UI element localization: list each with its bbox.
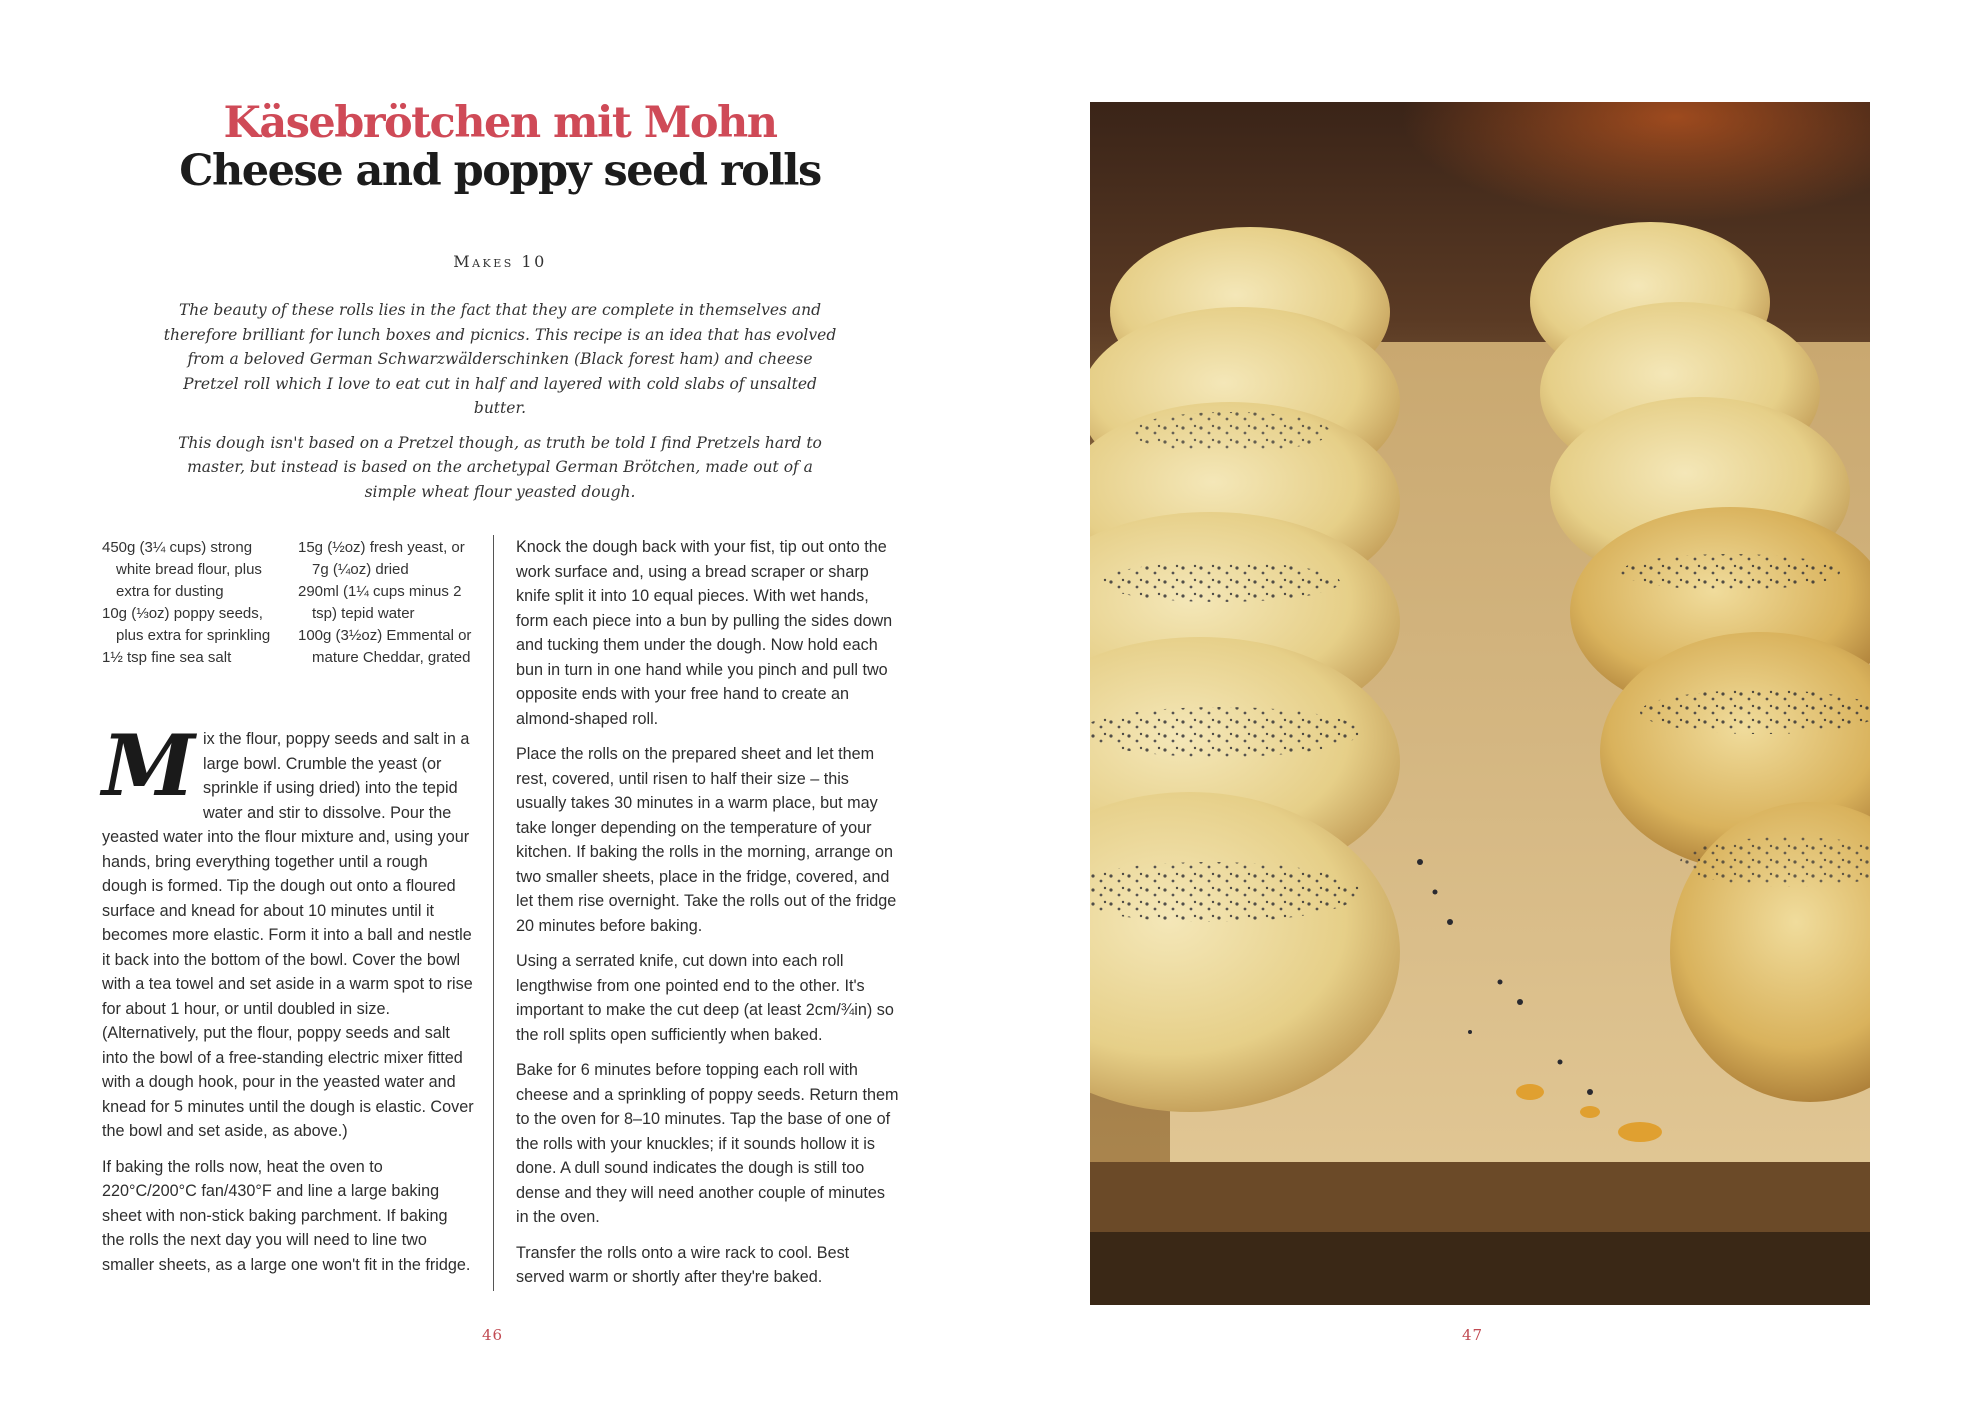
ingredient-item: 10g (⅓oz) poppy seeds, plus extra for sprinkling: [102, 605, 271, 644]
recipe-title-english: Cheese and poppy seed rolls: [179, 146, 821, 196]
method-paragraph: [102, 716, 474, 1144]
method-paragraph: Transfer the rolls onto a wire rack to cool. Best served warm or shortly after they're baked.: [516, 1243, 850, 1286]
rolls-photo: [1090, 102, 1870, 1305]
method-paragraph: Bake for 6 minutes before topping each roll with cheese and a sprinkling of poppy seeds. Return them to the oven for 8–10 minutes. Tap the base of one of the rolls with your knuckles; if it sounds hollow it is done. A dull sound indicates the dough is still too dense and they will need another couple of minutes in the oven.: [516, 1061, 899, 1226]
drop-cap: M: [102, 716, 195, 815]
method-paragraph: Knock the dough back with your fist, tip out onto the work surface and, using a bread scraper or sharp knife split it into 10 equal pieces. With wet hands, form each piece into a bun by pulling the sides down and tucking them under the dough. Now hold each bun in turn in one hand while you pinch and pull two opposite ends with your free hand to create an almond-shaped roll.: [516, 538, 893, 728]
left-row-rolls: [1090, 227, 1400, 1112]
recipe-intro: [160, 298, 840, 514]
ingredient-item: 15g (½oz) fresh yeast, or 7g (¼oz) dried: [298, 539, 465, 578]
method-paragraph: Using a serrated knife, cut down into each roll lengthwise from one pointed end to the other. It's important to make the cut deep (at least 2cm/¾in) so the roll splits open sufficiently when baked.: [516, 952, 894, 1044]
intro-paragraph: The beauty of these rolls lies in the fact that they are complete in themselves and therefore brilliant for lunch boxes and picnics. This recipe is an idea that has evolved from a beloved German Schwarzwälderschinken (Black forest ham) and cheese Pretzel roll which I love to eat cut in half and layered with cold slabs of unsalted butter.: [163, 301, 837, 417]
ingredient-item: 450g (3¼ cups) strong white bread flour, plus extra for dusting: [102, 539, 262, 600]
page-number: 47: [1462, 1326, 1484, 1344]
ingredients-column-2: [298, 537, 478, 669]
method-column-right: [516, 535, 902, 1301]
column-divider: [493, 535, 494, 1291]
method-text: ix the flour, poppy seeds and salt in a large bowl. Crumble the yeast (or sprinkle if using dried) into the tepid water and stir to dissolve. Pour the yeasted water into the flour mixture and, using your hands, bring everything together until a rough dough is formed. Tip the dough out onto a floured surface and knead for about 10 minutes until it becomes more elastic. Form it into a ball and nestle it back into the bottom of the bowl. Cover the bowl with a tea towel and set aside in a warm spot to rise for about 1 hour, or until doubled in size. (Alternatively, put the flour, poppy seeds and salt into the bowl of a free-standing electric mixer fitted with a dough hook, pour in the yeasted water and knead for 5 minutes until the dough is elastic. Cover the bowl and set aside, as above.): [102, 730, 474, 1140]
recipe-title-german: Käsebrötchen mit Mohn: [223, 98, 777, 148]
recipe-yield: Makes 10: [453, 252, 547, 271]
ingredient-item: 290ml (1¼ cups minus 2 tsp) tepid water: [298, 583, 462, 622]
ingredients-column-1: [102, 537, 280, 669]
method-column-left: [102, 716, 474, 1288]
right-page: [981, 0, 1962, 1401]
method-paragraph: Place the rolls on the prepared sheet and let them rest, covered, until risen to half their size – this usually takes 30 minutes in a warm place, but may take longer depending on the temperature of your kitchen. If baking the rolls in the morning, arrange on two smaller sheets, place in the fridge, covered, and let them rise overnight. Take the rolls out of the fridge 20 minutes before baking.: [516, 745, 897, 935]
ingredient-item: 1½ tsp fine sea salt: [102, 649, 232, 666]
intro-paragraph: This dough isn't based on a Pretzel though, as truth be told I find Pretzels hard to master, but instead is based on the archetypal German Brötchen, made out of a simple wheat flour yeasted dough.: [178, 433, 822, 501]
page-number: 46: [482, 1326, 504, 1344]
method-paragraph: If baking the rolls now, heat the oven to 220°C/200°C fan/430°F and line a large baking sheet with non-stick baking parchment. If baking the rolls the next day you will need to line two smaller sheets, as a large one won't fit in the fridge.: [102, 1157, 471, 1274]
ingredient-item: 100g (3½oz) Emmental or mature Cheddar, grated: [298, 627, 472, 666]
